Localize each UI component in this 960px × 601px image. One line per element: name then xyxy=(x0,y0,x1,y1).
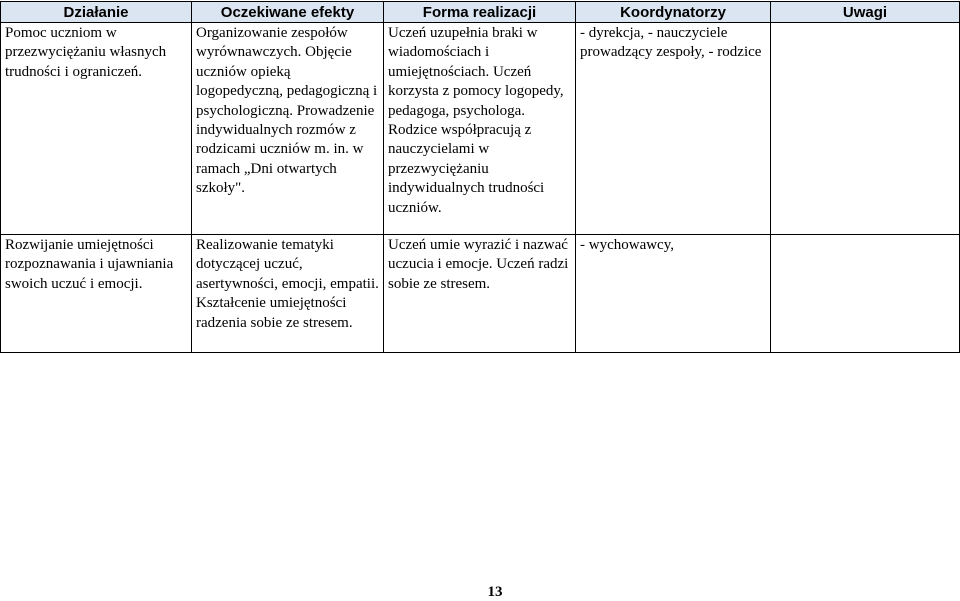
header-uwagi: Uwagi xyxy=(771,2,960,23)
cell-forma-realizacji: Uczeń uzupełnia braki w wiadomościach i umiejętnościach. Uczeń korzysta z pomocy logopedy, pedagoga, psychologa. Rodzice współpracują z nauczycielami w przezwyciężaniu indywidualnych trudności uczniów. xyxy=(384,23,576,235)
cell-koordynatorzy: - dyrekcja, - nauczyciele prowadzący zespoły, - rodzice xyxy=(576,23,771,235)
cell-dzialanie: Rozwijanie umiejętności rozpoznawania i ujawniania swoich uczuć i emocji. xyxy=(1,235,192,353)
header-oczekiwane-efekty: Oczekiwane efekty xyxy=(192,2,384,23)
cell-oczekiwane-efekty: Realizowanie tematyki dotyczącej uczuć, asertywności, emocji, empatii. Kształcenie umiejętności radzenia sobie ze stresem. xyxy=(192,235,384,353)
header-dzialanie: Działanie xyxy=(1,2,192,23)
cell-forma-realizacji: Uczeń umie wyrazić i nazwać uczucia i emocje. Uczeń radzi sobie ze stresem. xyxy=(384,235,576,353)
header-row xyxy=(1,2,960,23)
cell-dzialanie: Pomoc uczniom w przezwyciężaniu własnych trudności i ograniczeń. xyxy=(1,23,192,235)
page-number: 13 xyxy=(487,584,503,600)
cell-uwagi xyxy=(771,235,960,353)
table-row xyxy=(1,23,960,235)
header-forma-realizacji: Forma realizacji xyxy=(384,2,576,23)
cell-koordynatorzy: - wychowawcy, xyxy=(576,235,771,353)
cell-uwagi xyxy=(771,23,960,235)
cell-oczekiwane-efekty: Organizowanie zespołów wyrównawczych. Objęcie uczniów opieką logopedyczną, pedagogiczną i psychologiczną. Prowadzenie indywidualnych rozmów z rodzicami uczniów m. in. w ramach „Dni otwartych szkoły". xyxy=(192,23,384,235)
table-row xyxy=(1,235,960,353)
header-koordynatorzy: Koordynatorzy xyxy=(576,2,771,23)
plan-table xyxy=(0,1,960,353)
